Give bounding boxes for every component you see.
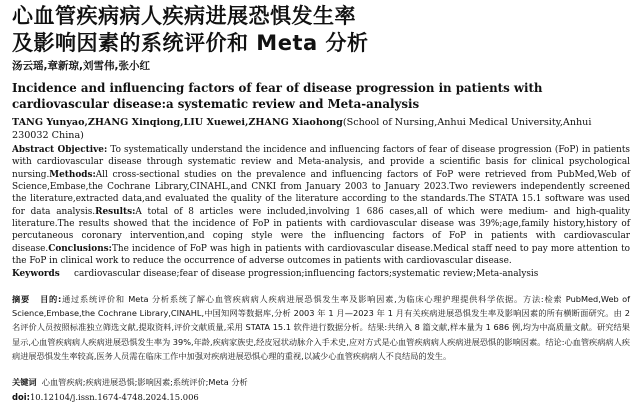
chinese-abstract <box>12 292 630 363</box>
chinese-authors: 汤云瑶,章新琼,刘雪伟,张小红 <box>12 60 150 72</box>
methods-text: All cross-sectional studies on the prevalence and influencing factors of FoP were retrieved from PubMed,Web of Science,Embase,the Cochrane Library,CINAHL,and CNKI from January 2003 to January 2023.Two reviewers independently screened the literature,extracted data,and evaluated the quality of the literature according to the standards.The STATA 15.1 software was used for data analysis. <box>12 169 630 217</box>
doi <box>12 390 630 404</box>
chinese-abstract-text: 通过系统评价和 Meta 分析系统了解心血管疾病病人疾病进展恐惧发生率及影响因素,为临床心理护理提供科学依据。方法:检索 PubMed,Web of Science,Embase,the Cochrane Library,CINAHL,中国知网等数据库,分析 2003 年 1 月—2023 年 1 月有关疾病进展恐惧发生率及影响因素的所有横断面研究。由 2 名评价人员按照标准独立筛选文献,提取资料,评价文献质量,采用 STATA 15.1 软件进行数据分析。结果:共纳入 8 篇文献,样本量为 1 686 例,均为中高质量文献。研究结果显示,心血管疾病病人疾病进展恐惧发生率为 39%,年龄,疾病家族史,经皮冠状动脉介入手术史,应对方式是心血管疾病病人疾病进展恐惧的影响因素。结论:心血管疾病病人疾病进展恐惧发生率较高,医务人员需在临床工作中加强对疾病进展恐惧心理的重视,以减少心血管疾病病人不良结局的发生。 <box>12 294 630 361</box>
chinese-title-line-1: 心血管疾病病人疾病进展恐惧发生率 <box>12 4 356 28</box>
chinese-title <box>12 3 628 57</box>
english-title: Incidence and influencing factors of fear of disease progression in patients with cardiovascular disease:a systematic review and Meta-analysis <box>12 81 543 111</box>
chinese-objective-label: 目的: <box>40 294 62 304</box>
english-affiliation: (School of Nursing,Anhui Medical University,Anhui 230032 China) <box>12 117 592 141</box>
chinese-keywords-text: 心血管疾病;疾病进展恐惧;影响因素;系统评价;Meta 分析 <box>41 377 248 387</box>
doi-link[interactable]: 10.12104/j.issn.1674-4748.2024.15.006 <box>29 392 199 402</box>
keywords-text: cardiovascular disease;fear of disease progression;influencing factors;systematic review;Meta-analysis <box>74 269 539 279</box>
english-author-names: TANG Yunyao,ZHANG Xinqiong,LIU Xuewei,ZHANG Xiaohong <box>12 117 343 128</box>
chinese-keywords-label: 关键词 <box>12 377 37 387</box>
objective-label: Abstract Objective: <box>12 145 108 155</box>
keywords-label: Keywords <box>12 269 60 279</box>
methods-label: Methods: <box>49 169 96 180</box>
chinese-keywords <box>12 375 630 389</box>
conclusions-label: Conclusions: <box>48 243 112 254</box>
objective-text: To systematically understand the incidence and influencing factors of fear of disease progression (FoP) in patients with cardiovascular disease through systematic review and Meta-analysis, and provide a scientific basis for clinical psychological nursing. <box>12 145 630 180</box>
english-keywords <box>12 268 630 280</box>
results-label: Results: <box>95 206 136 217</box>
conclusions-text: The incidence of FoP was high in patients with cardiovascular disease.Medical staff need to pay more attention to the FoP in clinical work to reduce the occurrence of adverse outcomes in patients with cardiovascular disease. <box>12 243 630 267</box>
doi-label: doi: <box>12 392 30 402</box>
english-authors <box>12 117 630 142</box>
english-abstract <box>12 144 630 267</box>
results-text: A total of 8 articles were included,involving 1 686 cases,all of which were medium- and high-quality literature.The results showed that the incidence of FoP in patients with cardiovascular disease was 39%;age,family history,history of percutaneous coronary intervention,and coping style were the influencing factors of FoP in patients with cardiovascular disease. <box>12 206 630 254</box>
chinese-title-line-2: 及影响因素的系统评价和 Meta 分析 <box>12 31 369 55</box>
chinese-abstract-label: 摘要 <box>12 294 30 304</box>
